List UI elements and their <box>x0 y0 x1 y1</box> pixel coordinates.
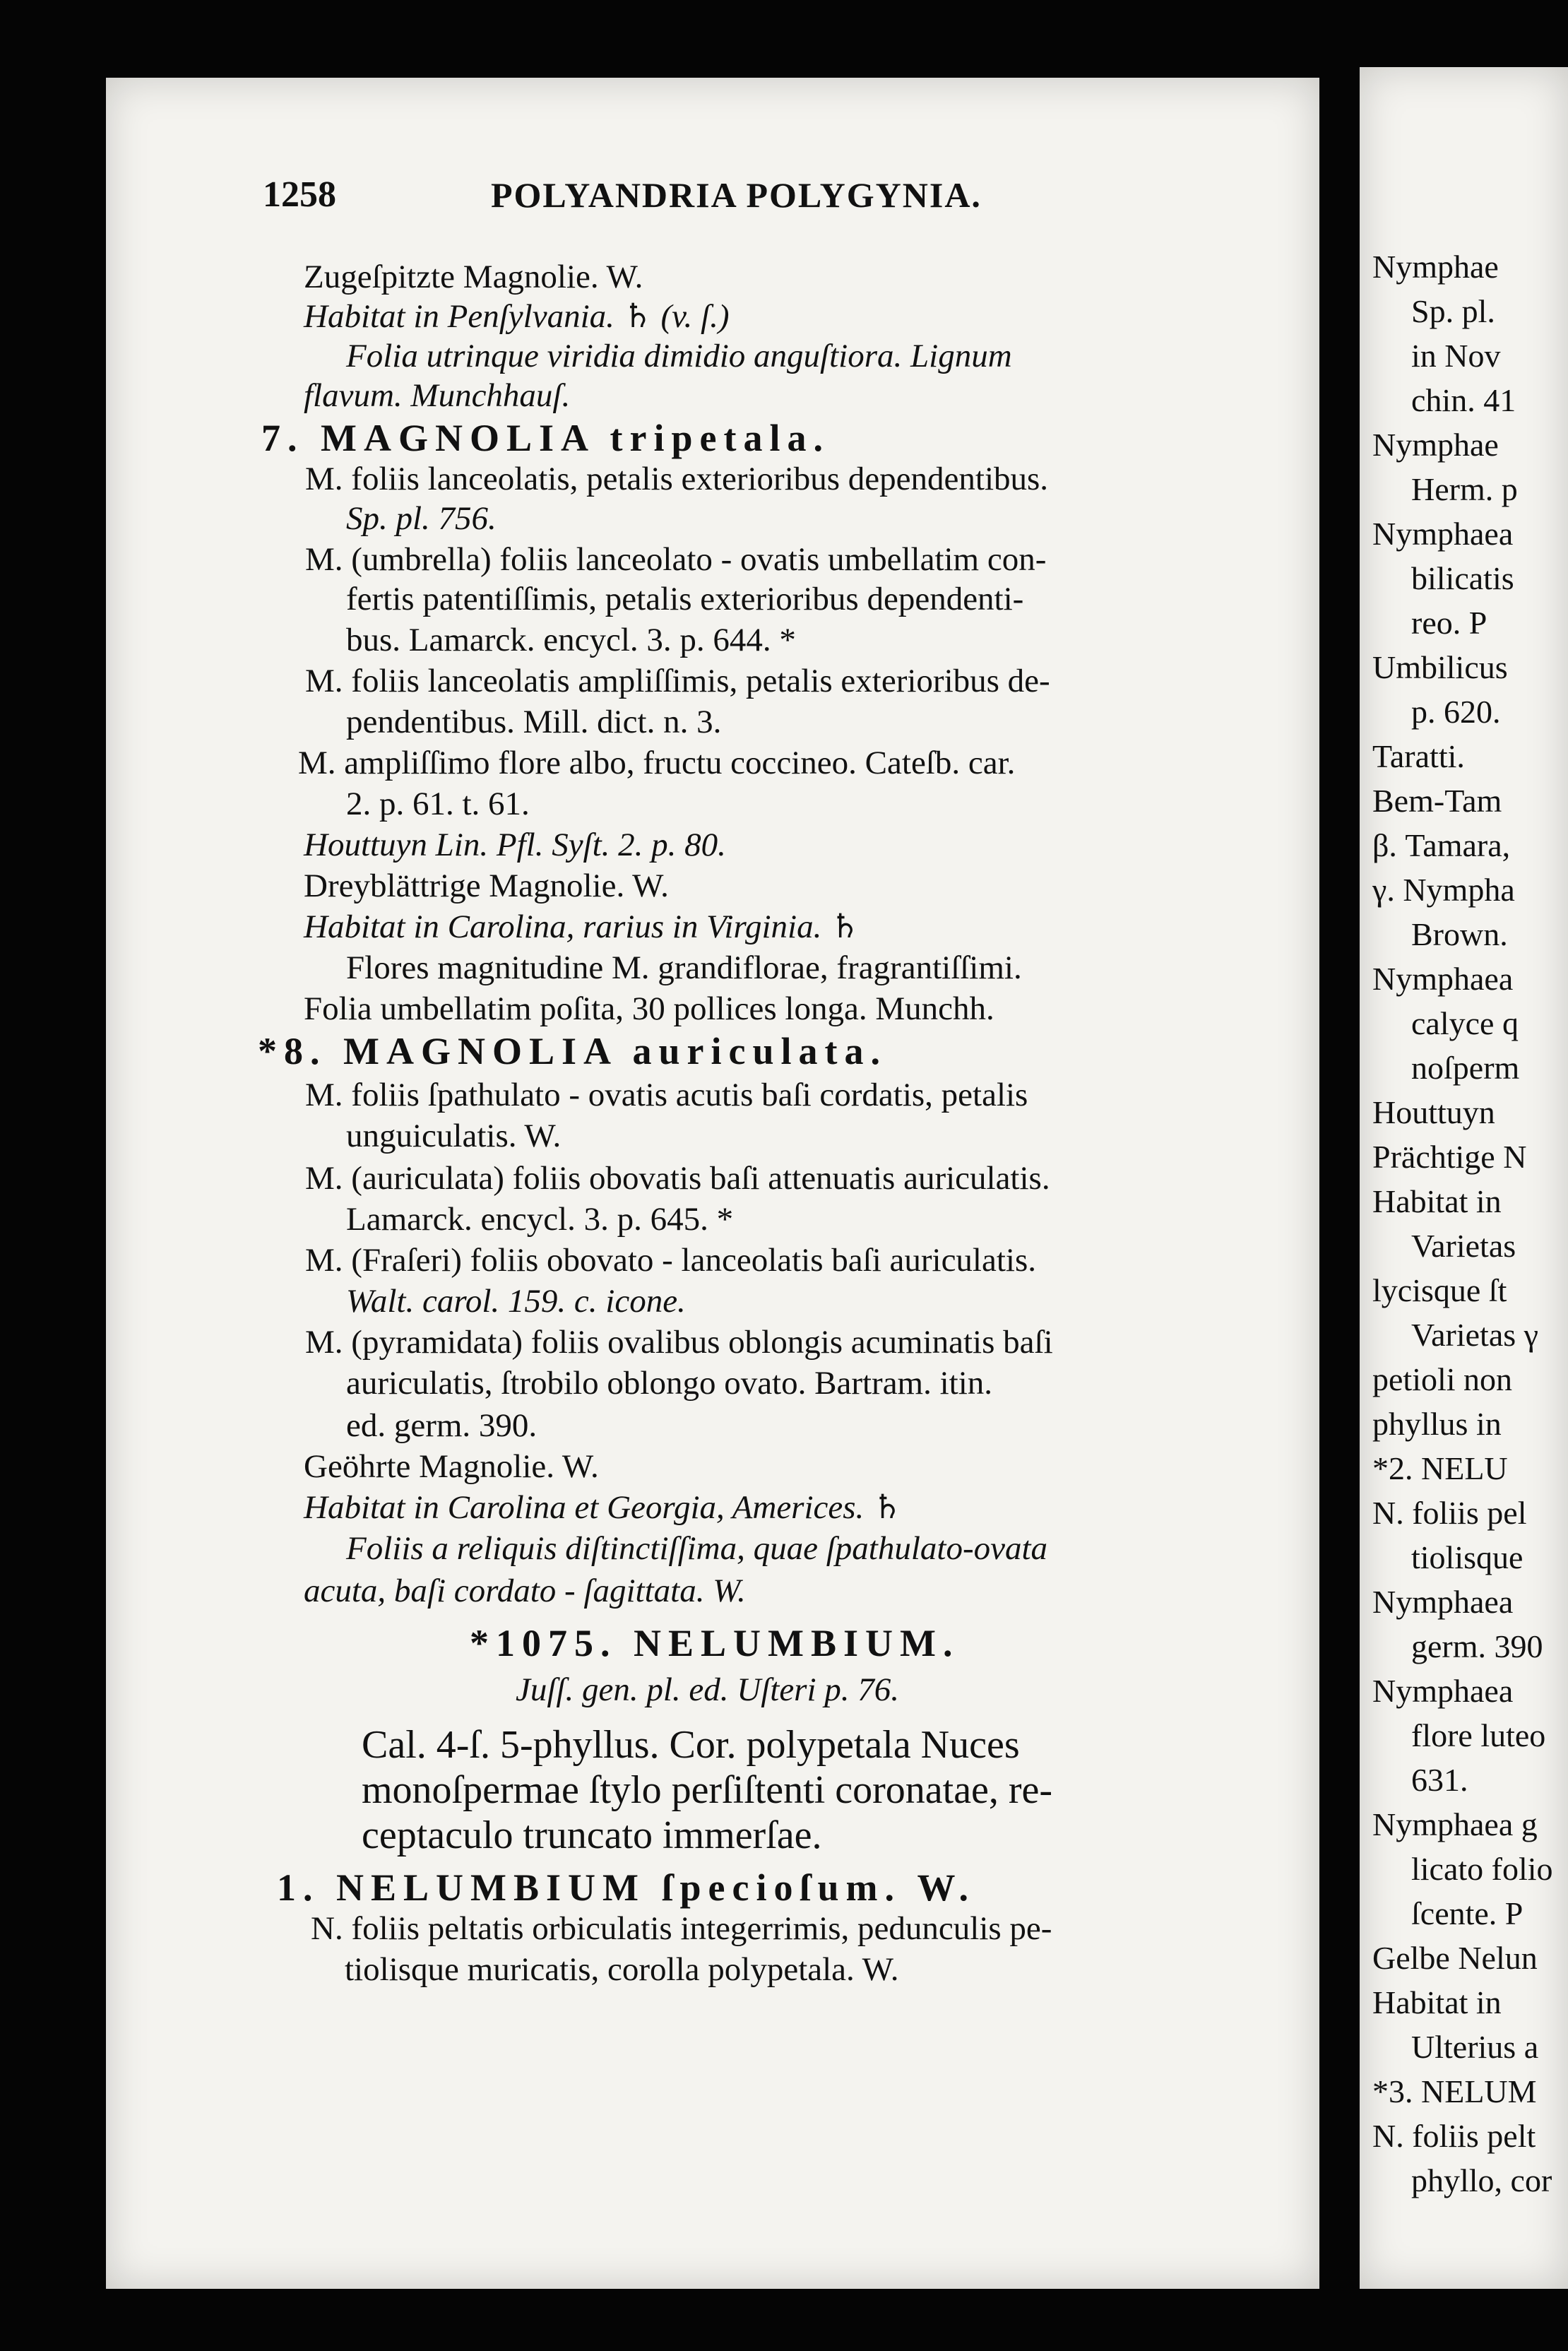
left-text-line: Habitat in Carolina et Georgia, Americes. ♄ <box>304 1489 903 1526</box>
right-text-line: Habitat in <box>1372 1984 1502 2020</box>
right-text-line: phyllo, cor <box>1411 2162 1552 2198</box>
right-text-line: p. 620. <box>1411 694 1501 730</box>
left-text-line: Flores magnitudine M. grandiflorae, fragrantiſſimi. <box>346 949 1022 986</box>
right-text-line: *2. NELU <box>1372 1450 1508 1486</box>
right-text-line: Prächtige N <box>1372 1139 1527 1175</box>
right-text-line: Nymphae <box>1372 427 1499 463</box>
right-text-line: N. foliis pel <box>1372 1495 1527 1531</box>
left-text-line: acuta, baſi cordato - ſagittata. W. <box>304 1573 746 1609</box>
right-text-line: chin. 41 <box>1411 382 1516 418</box>
right-text-line: Houttuyn <box>1372 1094 1495 1130</box>
right-text-line: 631. <box>1411 1762 1468 1798</box>
left-text-line: tiolisque muricatis, corolla polypetala. W. <box>345 1951 899 1988</box>
right-text-line: N. foliis pelt <box>1372 2118 1536 2154</box>
left-text-line: 7. MAGNOLIA tripetala. <box>261 417 830 459</box>
left-text-line: M. foliis lanceolatis, petalis exterioribus dependentibus. <box>305 461 1049 497</box>
right-text-line: Bem-Tam <box>1372 783 1502 819</box>
left-text-line: monoſpermae ſtylo perſiſtenti coronatae, re- <box>362 1768 1053 1812</box>
page-number: 1258 <box>263 174 336 215</box>
right-text-line: phyllus in <box>1372 1406 1502 1442</box>
right-text-line: Taratti. <box>1372 738 1465 774</box>
left-page <box>106 78 1319 2289</box>
right-text-line: flore luteo <box>1411 1717 1546 1753</box>
left-text-line: Cal. 4-ſ. 5-phyllus. Cor. polypetala Nuces <box>362 1723 1020 1767</box>
left-text-line: M. foliis ſpathulato - ovatis acutis baſi cordatis, petalis <box>305 1077 1028 1113</box>
left-text-line: Foliis a reliquis diſtinctiſſima, quae ſpathulato-ovata <box>346 1530 1048 1567</box>
left-text-line: M. (umbrella) foliis lanceolato - ovatis umbellatim con- <box>305 541 1047 578</box>
right-text-line: Ulterius a <box>1411 2029 1539 2065</box>
left-text-line: pendentibus. Mill. dict. n. 3. <box>346 704 722 740</box>
left-text-line: Walt. carol. 159. c. icone. <box>346 1283 686 1320</box>
right-text-line: Brown. <box>1411 916 1508 952</box>
left-text-line: Zugeſpitzte Magnolie. W. <box>304 259 643 295</box>
left-text-line: bus. Lamarck. encycl. 3. p. 644. * <box>346 622 796 658</box>
right-text-line: tiolisque <box>1411 1539 1524 1575</box>
right-text-line: β. Tamara, <box>1372 827 1511 863</box>
left-text-line: M. (Fraſeri) foliis obovato - lanceolatis baſi auriculatis. <box>305 1242 1037 1279</box>
right-text-line: Nymphaea g <box>1372 1806 1538 1842</box>
left-text-line: ceptaculo truncato immerſae. <box>362 1813 822 1857</box>
running-head: POLYANDRIA POLYGYNIA. <box>491 175 982 215</box>
right-text-line: bilicatis <box>1411 560 1514 596</box>
left-text-line: Geöhrte Magnolie. W. <box>304 1448 599 1485</box>
left-text-line: 1. NELUMBIUM ſpecioſum. W. <box>277 1866 976 1909</box>
left-text-line: *8. MAGNOLIA auriculata. <box>258 1030 888 1072</box>
left-text-line: Lamarck. encycl. 3. p. 645. * <box>346 1201 734 1238</box>
left-text-line: Dreyblättrige Magnolie. W. <box>304 867 669 904</box>
left-text-line: Habitat in Carolina, rarius in Virginia. ♄ <box>304 908 860 945</box>
left-text-line: Habitat in Penſylvania. ♄ (v. ſ.) <box>304 298 730 335</box>
left-text-line: M. foliis lanceolatis ampliſſimis, petalis exterioribus de- <box>305 663 1050 699</box>
right-text-line: Varietas <box>1411 1228 1516 1264</box>
left-text-line: *1075. NELUMBIUM. <box>470 1622 960 1664</box>
left-text-line: flavum. Munchhauſ. <box>304 377 571 414</box>
right-text-line: petioli non <box>1372 1361 1513 1397</box>
right-text-line: Umbilicus <box>1372 649 1508 685</box>
left-text-line: Sp. pl. 756. <box>346 500 497 537</box>
right-text-line: Herm. p <box>1411 471 1518 507</box>
right-text-line: Nymphaea <box>1372 961 1514 997</box>
right-text-line: Nymphaea <box>1372 1673 1514 1709</box>
right-text-line: *3. NELUM <box>1372 2073 1537 2109</box>
right-text-line: Gelbe Nelun <box>1372 1940 1538 1976</box>
right-text-line: in Nov <box>1411 338 1501 374</box>
left-text-line: Folia umbellatim poſita, 30 pollices longa. Munchh. <box>304 990 994 1027</box>
left-text-line: M. (pyramidata) foliis ovalibus oblongis acuminatis baſi <box>305 1324 1053 1361</box>
right-text-line: Nymphaea <box>1372 1584 1514 1620</box>
left-text-line: Folia utrinque viridia dimidio anguſtiora. Lignum <box>346 338 1012 374</box>
left-text-line: unguiculatis. W. <box>346 1118 562 1154</box>
left-text-line: M. ampliſſimo flore albo, fructu coccineo. Cateſb. car. <box>298 745 1016 781</box>
right-page <box>1360 67 1568 2289</box>
right-text-line: ſcente. P <box>1411 1895 1524 1931</box>
right-text-line: licato folio <box>1411 1851 1553 1887</box>
right-text-line: Habitat in <box>1372 1183 1502 1219</box>
left-text-line: 2. p. 61. t. 61. <box>346 786 530 822</box>
left-text-line: Juſſ. gen. pl. ed. Uſteri p. 76. <box>516 1671 900 1708</box>
right-text-line: Varietas γ <box>1411 1317 1538 1353</box>
left-text-line: ed. germ. 390. <box>346 1407 537 1444</box>
right-text-line: lycisque ſt <box>1372 1272 1507 1308</box>
right-text-line: Nymphae <box>1372 249 1499 285</box>
left-text-line: Houttuyn Lin. Pfl. Syſt. 2. p. 80. <box>304 827 726 863</box>
right-text-line: calyce q <box>1411 1005 1519 1041</box>
right-text-line: Sp. pl. <box>1411 293 1495 329</box>
right-text-line: reo. P <box>1411 605 1487 641</box>
left-text-line: M. (auriculata) foliis obovatis baſi attenuatis auriculatis. <box>305 1160 1050 1197</box>
right-text-line: Nymphaea <box>1372 516 1514 552</box>
left-text-line: N. foliis peltatis orbiculatis integerrimis, pedunculis pe- <box>311 1910 1052 1947</box>
right-text-line: germ. 390 <box>1411 1628 1543 1664</box>
left-text-line: auriculatis, ſtrobilo oblongo ovato. Bartram. itin. <box>346 1365 993 1402</box>
left-text-line: fertis patentiſſimis, petalis exterioribus dependenti- <box>346 581 1024 617</box>
right-text-line: noſperm <box>1411 1050 1520 1086</box>
right-text-line: γ. Nympha <box>1372 872 1515 908</box>
